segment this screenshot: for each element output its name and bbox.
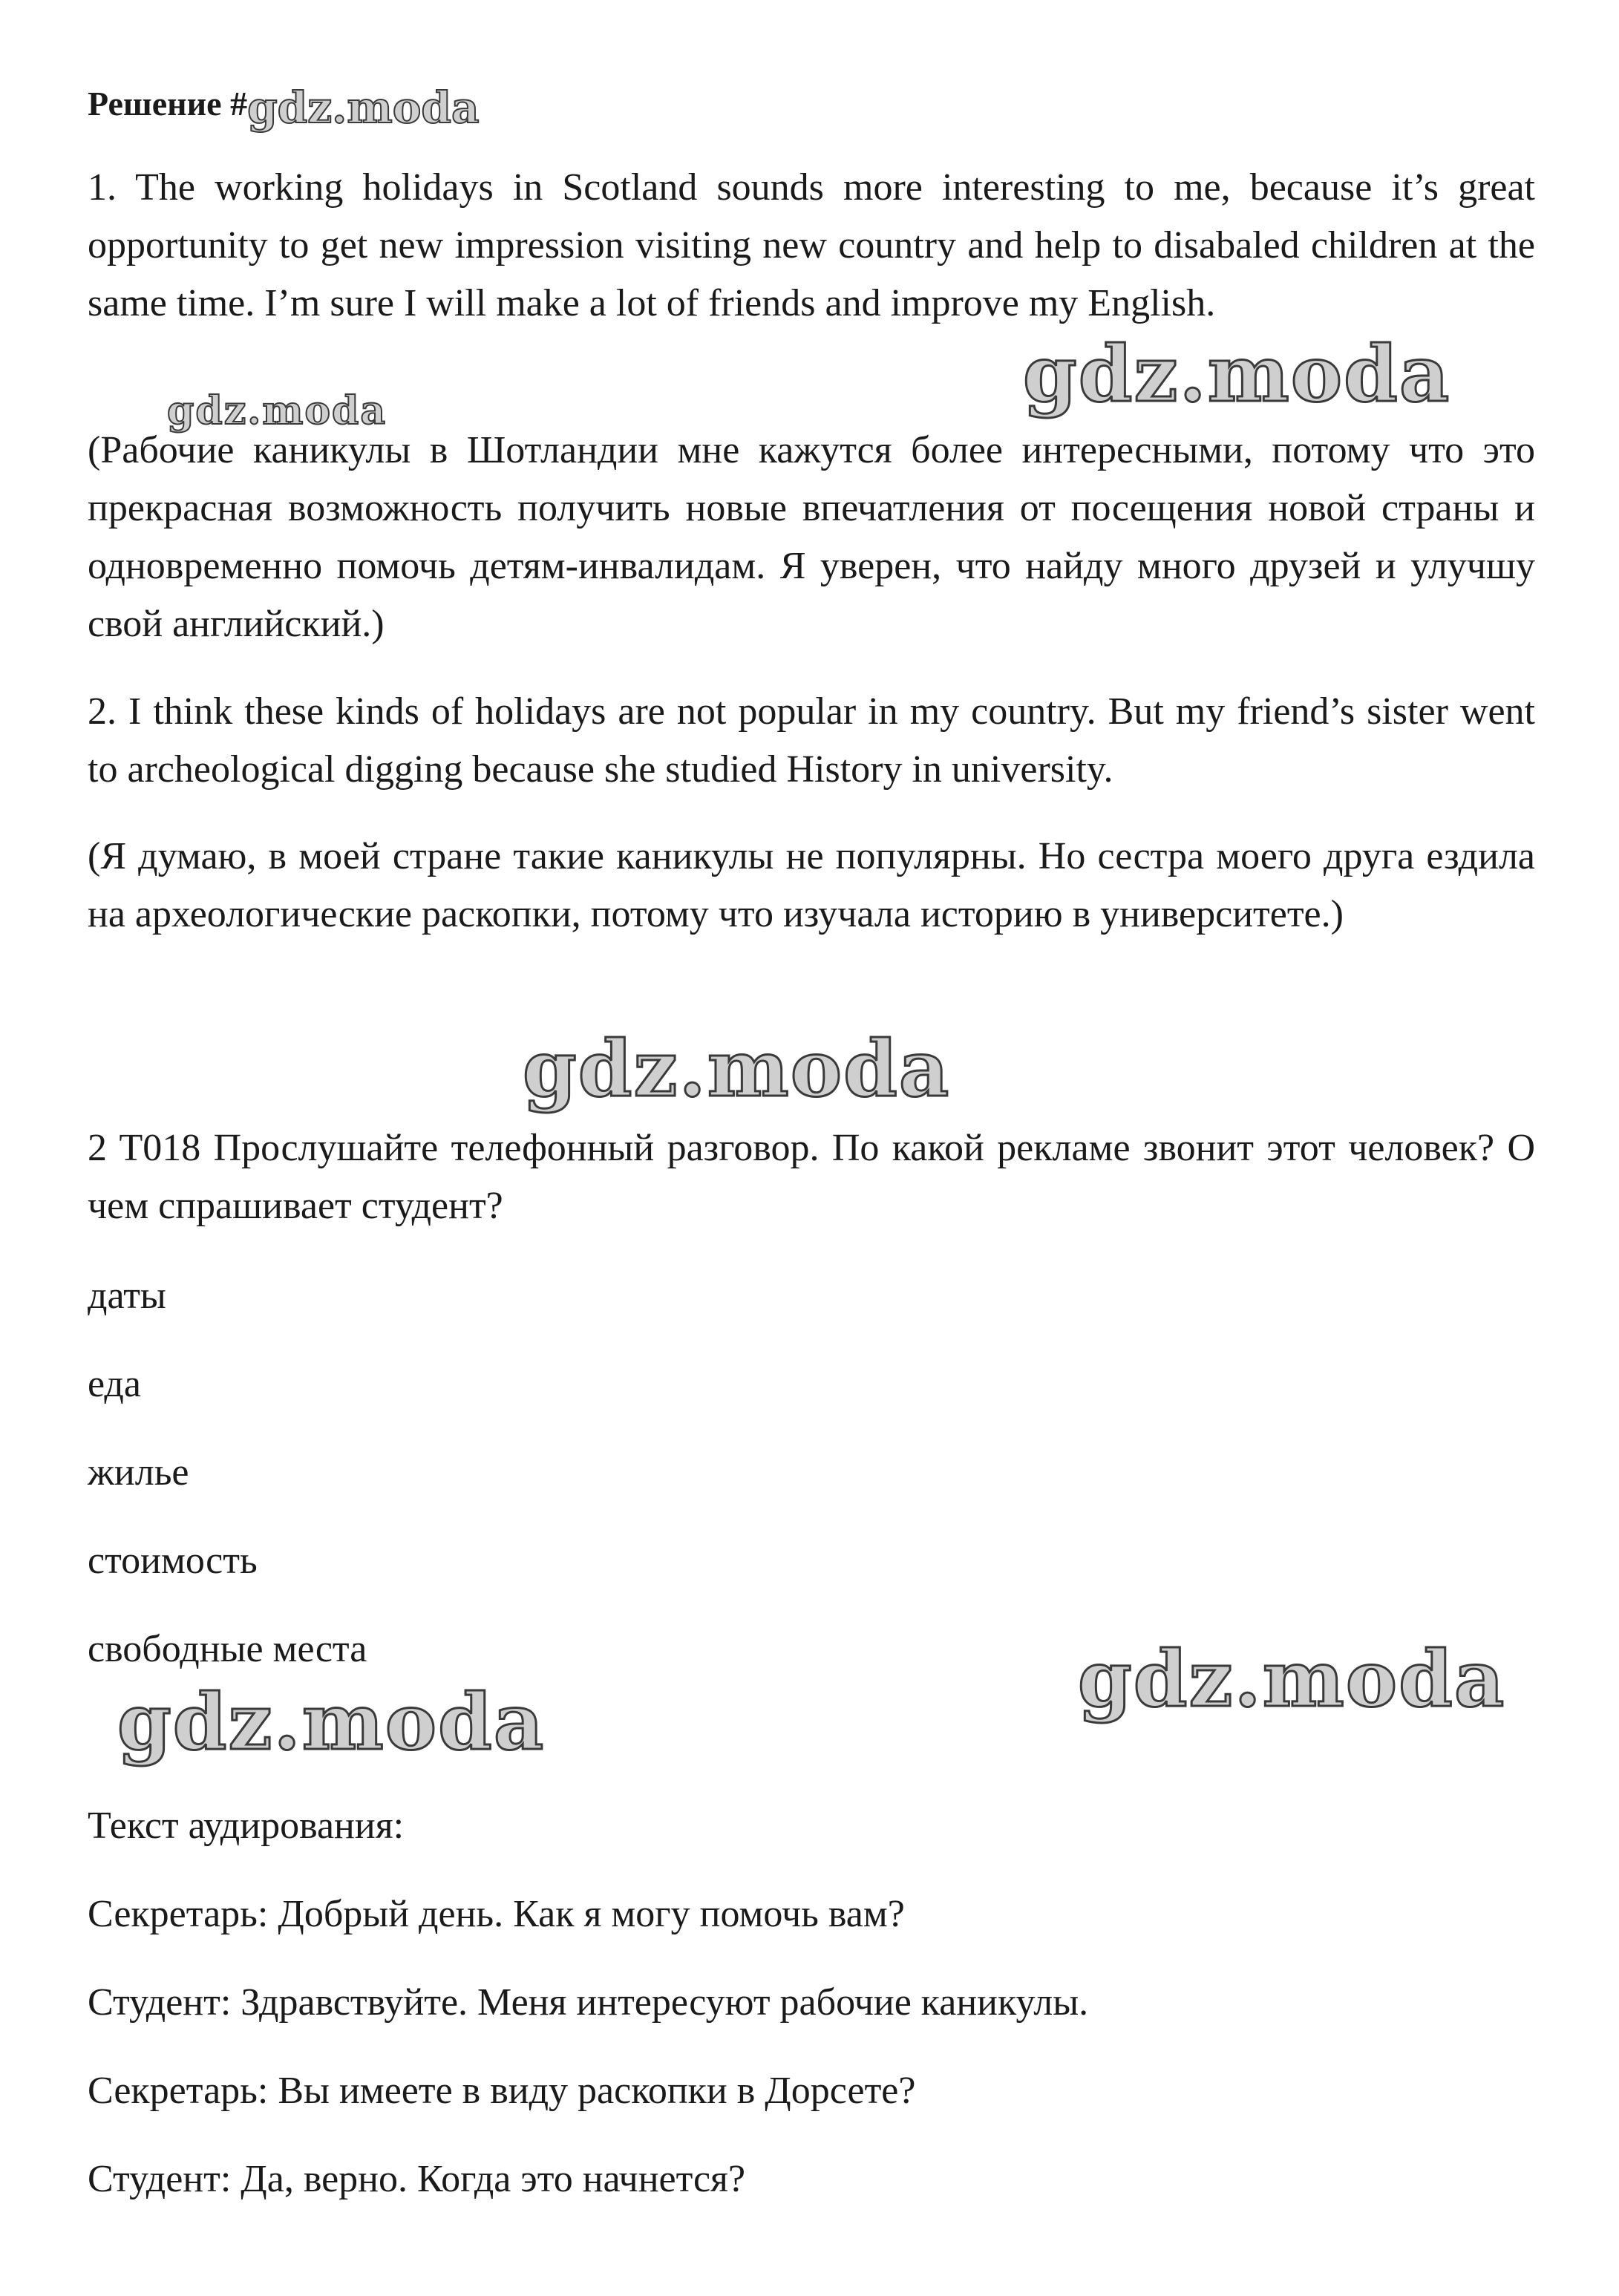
watermark-logo: gdz.moda (1023, 328, 1451, 419)
transcript-line: Студент: Да, верно. Когда это начнется? (88, 2158, 746, 2200)
answer-1-russian: (Рабочие каникулы в Шотландии мне кажутся более интересными, потому что это прекрасная возможность получить новые впечатления от посещения новой страны и одновременно помочь детям-инвалидам. Я уверен, что найду много друзей и улучшу свой английский.) (88, 429, 1535, 645)
task-2-instructions: 2 T018 Прослушайте телефонный разговор. По какой рекламе звонит этот человек? О чем спрашивает студент? (88, 1127, 1535, 1227)
watermark-logo: gdz.moda (117, 1676, 546, 1767)
watermark-logo: gdz.moda (167, 388, 387, 434)
option-accommodation: жилье (88, 1451, 189, 1494)
option-food: еда (88, 1363, 141, 1405)
transcript-line: Студент: Здравствуйте. Меня интересуют рабочие каникулы. (88, 1981, 1089, 2024)
answer-2-english: 2. I think these kinds of holidays are not popular in my country. But my friend’s sister went to archeological digging because she studied History in university. (88, 690, 1535, 791)
solution-heading (88, 82, 480, 133)
watermark-logo: gdz.moda (1078, 1633, 1506, 1724)
transcript-line: Секретарь: Добрый день. Как я могу помочь вам? (88, 1893, 905, 1935)
watermark-logo: gdz.moda (523, 1023, 951, 1114)
transcript-title: Текст аудирования: (88, 1805, 405, 1847)
option-dates: даты (88, 1275, 166, 1317)
answer-2-russian: (Я думаю, в моей стране такие каникулы не популярны. Но сестра моего друга ездила на археологические раскопки, потому что изучала историю в университете.) (88, 835, 1535, 935)
heading-label: Решение # (88, 85, 248, 122)
option-free-places: свободные места (88, 1628, 367, 1670)
answer-1-english: 1. The working holidays in Scotland sounds more interesting to me, because it’s great opportunity to get new impression visiting new country and help to disabaled children at the same time. I’m sure I will make a lot of friends and improve my English. (88, 166, 1535, 324)
option-cost: стоимость (88, 1540, 258, 1582)
heading-logo: gdz.moda (247, 82, 480, 133)
transcript-line: Секретарь: Вы имеете в виду раскопки в Дорсете? (88, 2070, 916, 2112)
